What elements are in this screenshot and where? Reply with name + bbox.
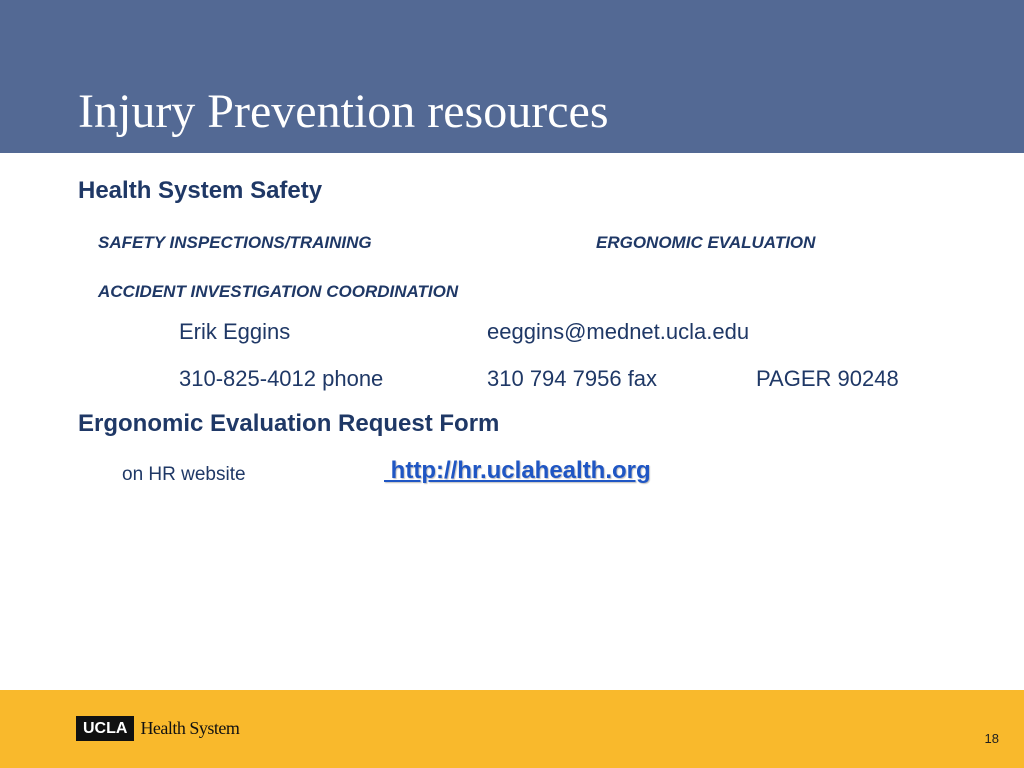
ucla-logo-box: UCLA: [76, 716, 134, 741]
logo-wordmark: Health System: [140, 718, 240, 738]
page-number: 18: [984, 731, 999, 746]
section-heading-request-form: Ergonomic Evaluation Request Form: [78, 410, 500, 437]
service-safety-inspections: SAFETY INSPECTIONS/TRAINING: [98, 233, 372, 252]
contact-phone: 310-825-4012 phone: [179, 366, 384, 391]
slide-title: Injury Prevention resources: [78, 85, 609, 138]
ucla-health-system-logo: [76, 716, 239, 741]
contact-fax: 310 794 7956 fax: [487, 366, 658, 391]
contact-pager: PAGER 90248: [756, 366, 899, 391]
hr-website-link[interactable]: http://hr.uclahealth.org: [384, 457, 651, 484]
service-accident-investigation: ACCIDENT INVESTIGATION COORDINATION: [98, 282, 459, 301]
service-ergonomic-evaluation: ERGONOMIC EVALUATION: [596, 233, 816, 252]
contact-email: eeggins@mednet.ucla.edu: [487, 319, 750, 344]
contact-name: Erik Eggins: [179, 319, 291, 344]
hr-website-label: on HR website: [122, 464, 246, 485]
section-heading-health-system-safety: Health System Safety: [78, 177, 323, 204]
